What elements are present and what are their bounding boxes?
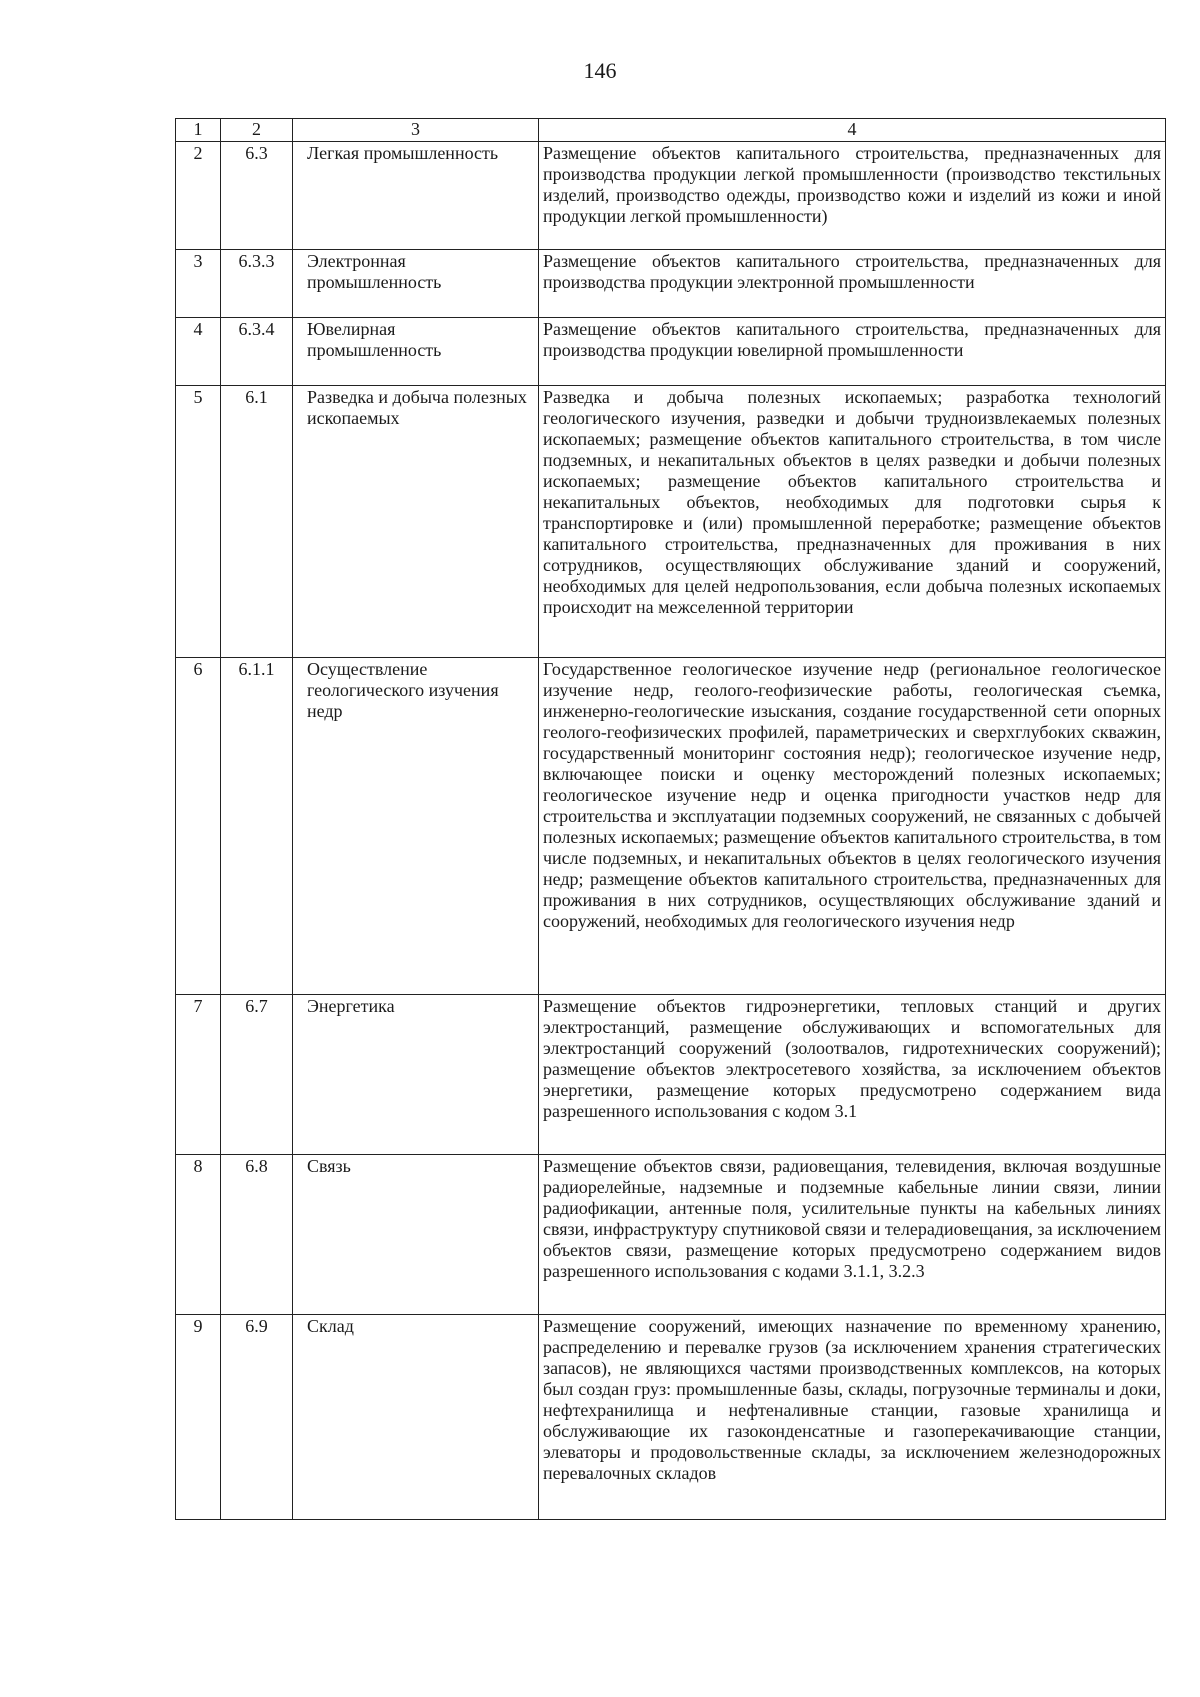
use-description: Размещение сооружений, имеющих назначение по временному хранению, распределению и перевалке грузов (за исключением хранения стратегических запасов), не являющихся частями производственных комплексов, на которых был создан груз: промышленные базы, склады, погрузочные терминалы и доки, нефтехранилища и нефтеналивные станции, газовые хранилища и обслуживающие их газоконденсатные и газоперекачивающие станции, элеваторы и продовольственные склады, за исключением железнодорожных перевалочных складов xyxy=(539,1315,1166,1520)
use-code: 6.8 xyxy=(221,1155,293,1315)
row-number: 6 xyxy=(176,658,221,995)
use-description: Размещение объектов связи, радиовещания, телевидения, включая воздушные радиорелейные, надземные и подземные кабельные линии связи, линии радиофикации, антенные поля, усилительные пункты на кабельных линиях связи, инфраструктуру спутниковой связи и телерадиовещания, за исключением объектов связи, размещение которых предусмотрено содержанием видов разрешенного использования с кодами 3.1.1, 3.2.3 xyxy=(539,1155,1166,1315)
row-number: 7 xyxy=(176,995,221,1155)
use-name: Склад xyxy=(293,1315,539,1520)
row-number: 8 xyxy=(176,1155,221,1315)
use-description: Размещение объектов капитального строительства, предназначенных для производства продукции легкой промышленности (производство текстильных изделий, производство одежды, производство кожи и изделий из кожи и иной продукции легкой промышленности) xyxy=(539,142,1166,250)
row-number: 9 xyxy=(176,1315,221,1520)
use-description: Государственное геологическое изучение недр (региональное геологическое изучение недр, геолого-геофизические работы, геологическая съемка, инженерно-геологические изыскания, создание государственной сети опорных геолого-геофизических профилей, параметрических и сверхглубоких скважин, государственный мониторинг состояния недр); геологическое изучение недр, включающее поиски и оценку месторождений полезных ископаемых; геологическое изучение недр и оценка пригодности участков недр для строительства и эксплуатации подземных сооружений, не связанных с добычей полезных ископаемых; размещение объектов капитального строительства, в том числе подземных, и некапитальных объектов в целях геологического изучения недр; размещение объектов капитального строительства, предназначенных для проживания в них сотрудников, осуществляющих обслуживание зданий и сооружений, необходимых для геологического изучения недр xyxy=(539,658,1166,995)
table-header-row xyxy=(176,119,1166,142)
use-name: Электронная промышленность xyxy=(293,250,539,318)
use-code: 6.9 xyxy=(221,1315,293,1520)
use-code: 6.1.1 xyxy=(221,658,293,995)
use-name: Ювелирная промышленность xyxy=(293,318,539,386)
header-cell: 2 xyxy=(221,119,293,142)
row-number: 2 xyxy=(176,142,221,250)
use-description: Размещение объектов гидроэнергетики, тепловых станций и других электростанций, размещение обслуживающих и вспомогательных для электростанций сооружений (золоотвалов, гидротехнических сооружений); размещение объектов электросетевого хозяйства, за исключением объектов энергетики, размещение которых предусмотрено содержанием вида разрешенного использования с кодом 3.1 xyxy=(539,995,1166,1155)
table-row xyxy=(176,1315,1166,1520)
use-name: Разведка и добыча полезных ископаемых xyxy=(293,386,539,658)
table-row xyxy=(176,995,1166,1155)
land-use-table xyxy=(175,118,1166,1520)
table-row xyxy=(176,318,1166,386)
use-code: 6.3 xyxy=(221,142,293,250)
table-row xyxy=(176,1155,1166,1315)
use-name: Осуществление геологического изучения недр xyxy=(293,658,539,995)
table-row xyxy=(176,250,1166,318)
table-row xyxy=(176,142,1166,250)
use-code: 6.3.4 xyxy=(221,318,293,386)
row-number: 4 xyxy=(176,318,221,386)
page-number: 146 xyxy=(583,58,617,83)
use-description: Разведка и добыча полезных ископаемых; разработка технологий геологического изучения, разведки и добычи трудноизвлекаемых полезных ископаемых; размещение объектов капитального строительства, в том числе подземных, и некапитальных объектов в целях разведки и добычи полезных ископаемых; размещение объектов капитального строительства и некапитальных объектов, необходимых для подготовки сырья к транспортировке и (или) промышленной переработке; размещение объектов капитального строительства, предназначенных для проживания в них сотрудников, осуществляющих обслуживание зданий и сооружений, необходимых для целей недропользования, если добыча полезных ископаемых происходит на межселенной территории xyxy=(539,386,1166,658)
row-number: 3 xyxy=(176,250,221,318)
use-code: 6.7 xyxy=(221,995,293,1155)
table-row xyxy=(176,658,1166,995)
header-cell: 3 xyxy=(293,119,539,142)
use-code: 6.1 xyxy=(221,386,293,658)
use-name: Связь xyxy=(293,1155,539,1315)
use-code: 6.3.3 xyxy=(221,250,293,318)
table-row xyxy=(176,386,1166,658)
header-cell: 1 xyxy=(176,119,221,142)
row-number: 5 xyxy=(176,386,221,658)
use-name: Энергетика xyxy=(293,995,539,1155)
use-description: Размещение объектов капитального строительства, предназначенных для производства продукции ювелирной промышленности xyxy=(539,318,1166,386)
header-cell: 4 xyxy=(539,119,1166,142)
use-description: Размещение объектов капитального строительства, предназначенных для производства продукции электронной промышленности xyxy=(539,250,1166,318)
use-name: Легкая промышленность xyxy=(293,142,539,250)
